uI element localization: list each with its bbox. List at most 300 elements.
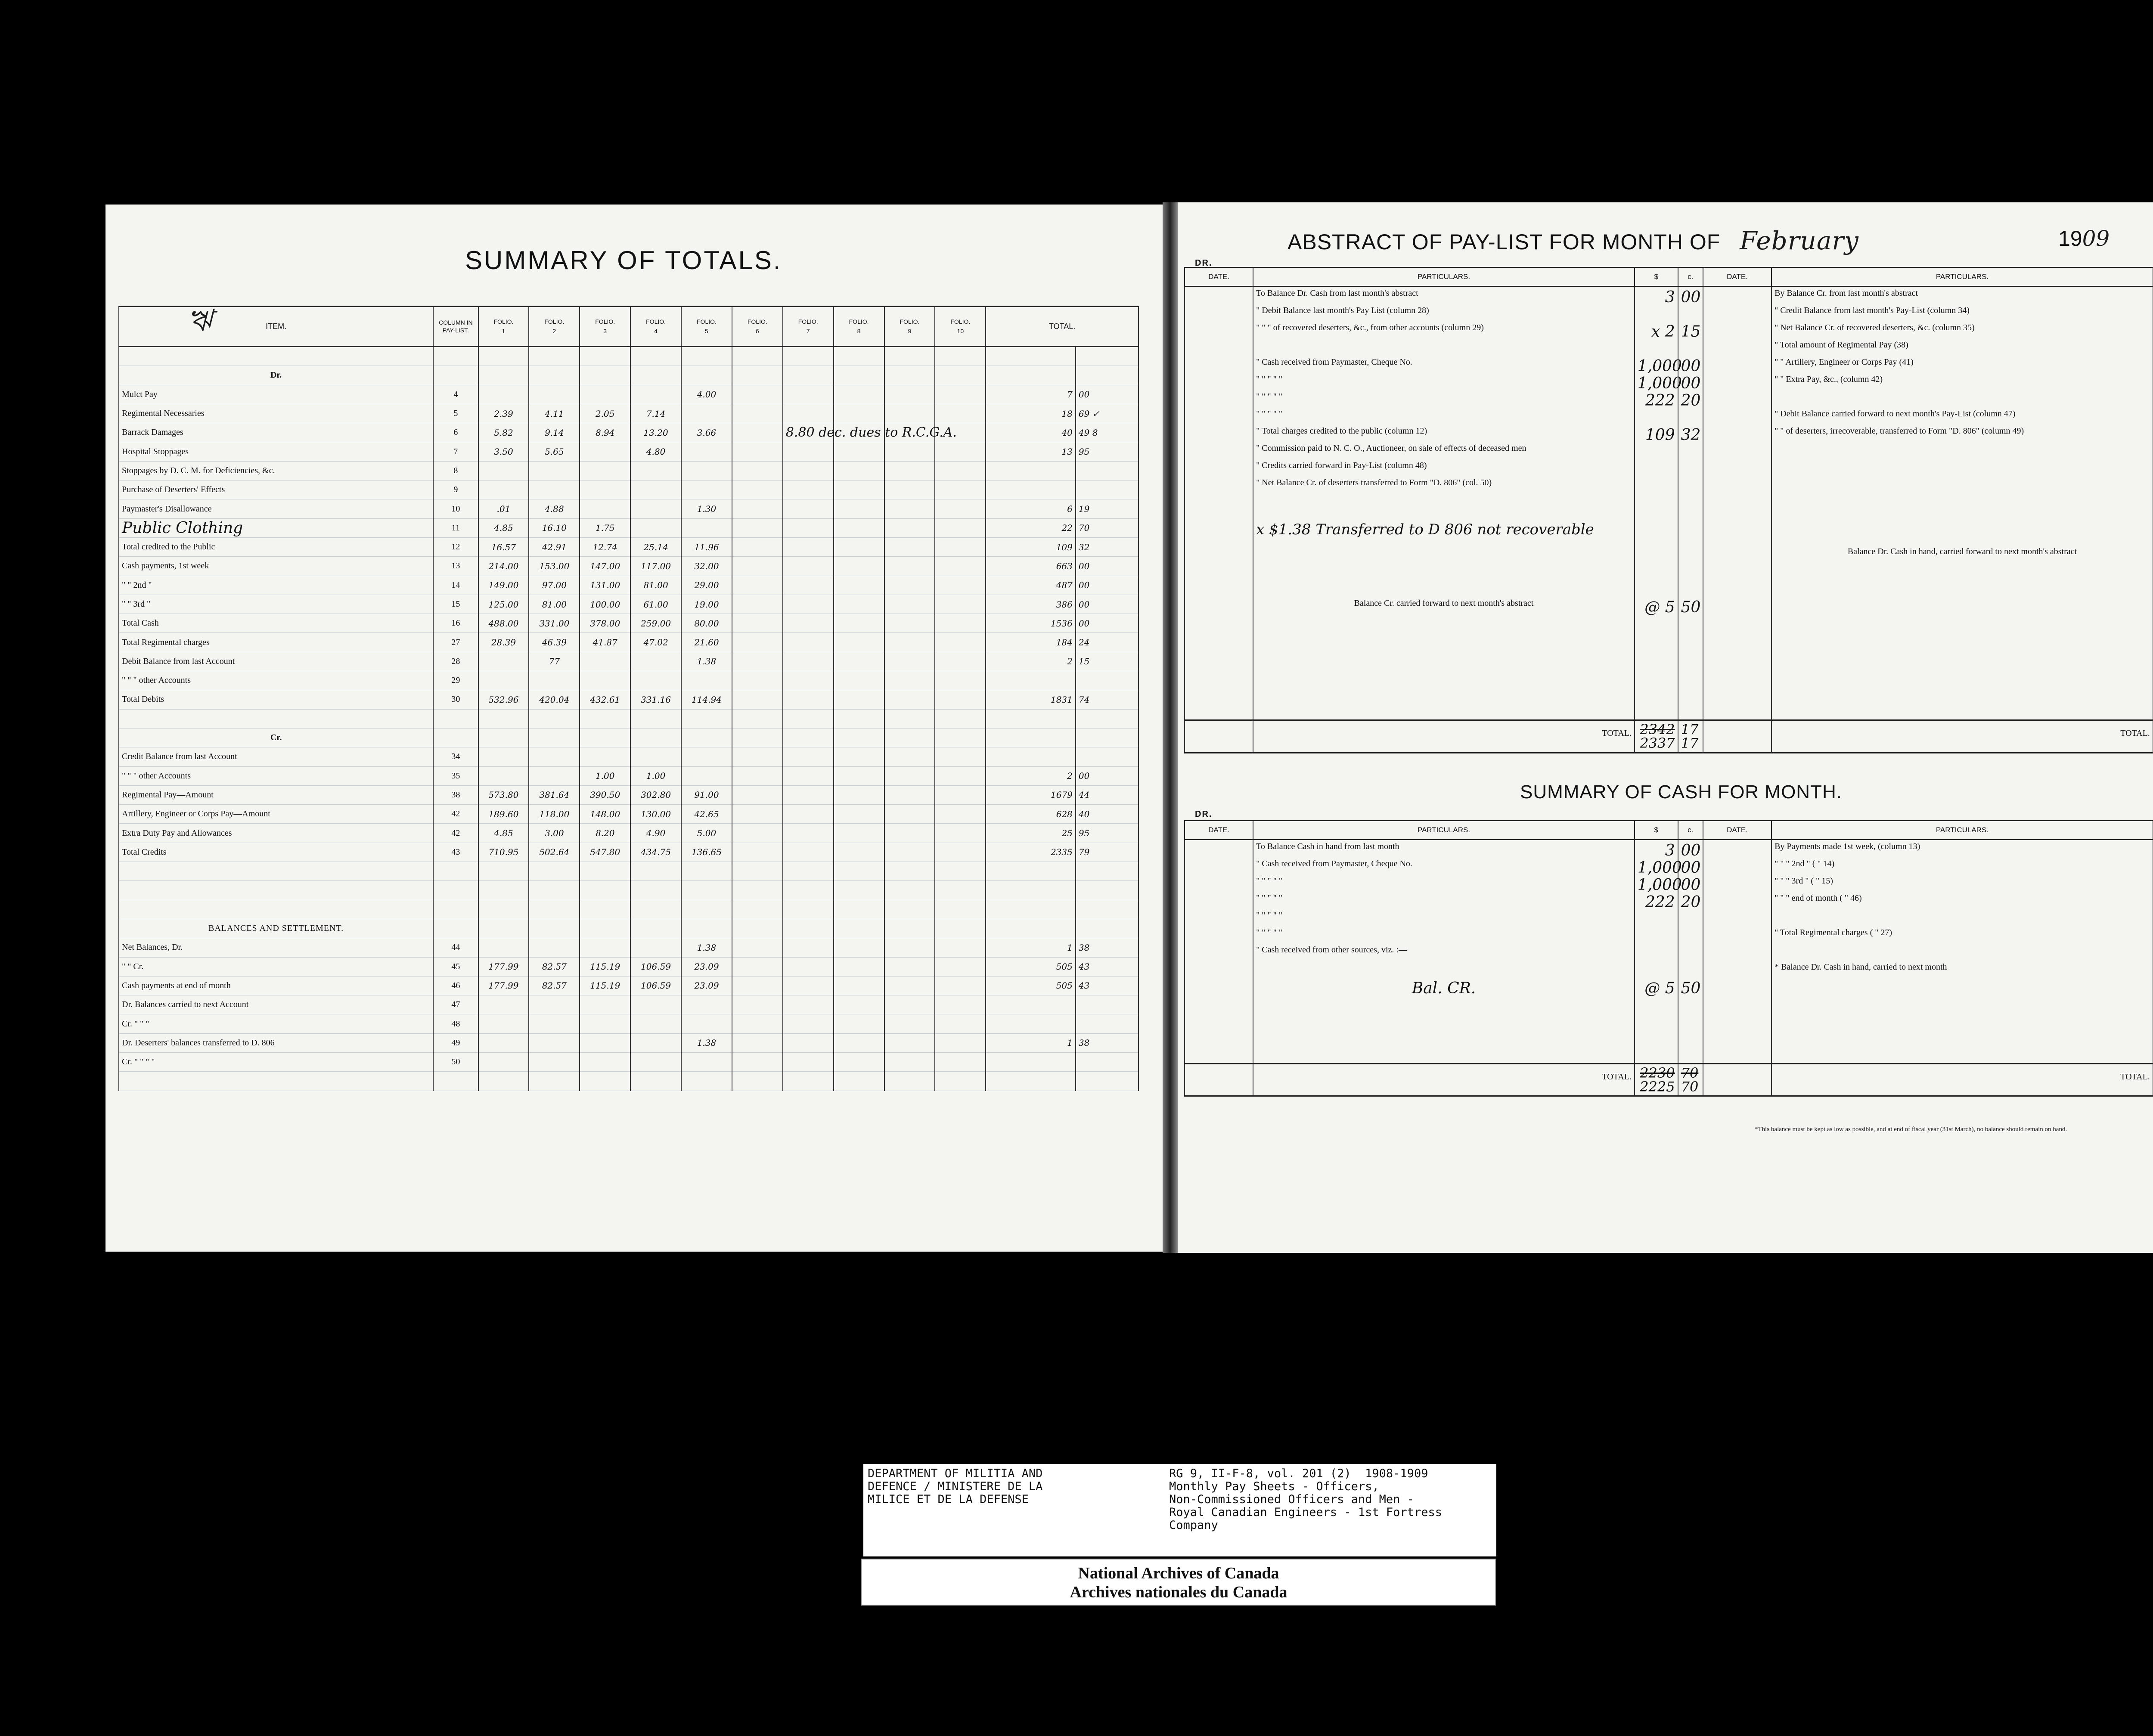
folio-value	[884, 442, 935, 461]
summary-row	[119, 518, 1139, 537]
summary-row	[119, 614, 1139, 633]
balance-cr-dollars: @ 5	[1644, 598, 1675, 616]
particulars-line: By Balance Cr. from last month's abstract	[1775, 288, 1918, 298]
folio-value	[681, 404, 732, 423]
folio-value: 82.57	[529, 976, 580, 995]
particulars-header: PARTICULARS.	[1253, 821, 1635, 840]
cash-date-right	[1703, 840, 1771, 1063]
total-dollars	[986, 461, 1076, 480]
folio-value	[935, 709, 986, 728]
total-cents: 38	[1076, 1033, 1139, 1052]
folio-value	[935, 537, 986, 556]
abstract-date-left	[1185, 286, 1253, 720]
folio-value	[884, 881, 935, 900]
dollars-value: x 2	[1651, 323, 1675, 341]
summary-row	[119, 1052, 1139, 1071]
folio-value	[884, 366, 935, 385]
folio-value	[529, 900, 580, 919]
date-header: DATE.	[1703, 267, 1771, 286]
folio-value	[884, 347, 935, 366]
summary-item: Cash payments at end of month	[119, 976, 433, 995]
total-dollars	[986, 881, 1076, 900]
folio-value: 502.64	[529, 843, 580, 862]
folio-value	[834, 747, 884, 766]
folio-value: 1.30	[681, 499, 732, 518]
folio-value: 4.85	[478, 518, 529, 537]
folio-value	[935, 595, 986, 614]
folio-value	[834, 499, 884, 518]
folio-value	[935, 347, 986, 366]
particulars-line: " " " " "	[1256, 911, 1282, 920]
total-cents: 95	[1076, 824, 1139, 843]
folio-value: 131.00	[580, 576, 630, 595]
dollars-value: 3	[1665, 288, 1675, 306]
total-cents	[1076, 995, 1139, 1014]
summary-item: Paymaster's Disallowance	[119, 499, 433, 518]
folio-value: 390.50	[580, 785, 630, 804]
total-cents	[1076, 461, 1139, 480]
folio-value	[834, 404, 884, 423]
folio-value: 42.91	[529, 537, 580, 556]
pay-list-column: 49	[433, 1033, 478, 1052]
summary-row	[119, 881, 1139, 900]
particulars-line: " " Extra Pay, &c., (column 42)	[1775, 375, 1883, 384]
folio-value: 42.65	[681, 805, 732, 824]
abstract-particulars-right	[1771, 286, 2153, 720]
year-written: 09	[2082, 226, 2110, 251]
pay-list-column: 38	[433, 785, 478, 804]
folio-header-8	[834, 307, 884, 347]
cents-value	[1681, 461, 1700, 478]
summary-item	[119, 900, 433, 919]
folio-number: 8	[857, 328, 861, 335]
particulars-line: " Credit Balance from last month's Pay-List (column 34)	[1775, 306, 1970, 315]
total-cents: 40	[1076, 805, 1139, 824]
total-cents: 38	[1076, 938, 1139, 957]
folio-value	[630, 1052, 681, 1071]
folio-value	[783, 995, 834, 1014]
dollars-value: 1,000	[1637, 375, 1682, 392]
folio-value	[834, 843, 884, 862]
folio-value	[681, 709, 732, 728]
folio-value	[834, 480, 884, 499]
folio-value	[783, 919, 834, 938]
folio-value: 28.39	[478, 633, 529, 652]
folio-value	[732, 385, 783, 404]
folio-value: 8.20	[580, 824, 630, 843]
folio-value: 434.75	[630, 843, 681, 862]
total-cents	[1076, 347, 1139, 366]
summary-row	[119, 595, 1139, 614]
folio-value	[935, 747, 986, 766]
particulars-line: " Credits carried forward in Pay-List (column 48)	[1256, 461, 1427, 470]
folio-value: 5.65	[529, 442, 580, 461]
total-dollars	[986, 709, 1076, 728]
folio-value	[580, 919, 630, 938]
folio-value	[732, 862, 783, 881]
total-dollars: 663	[986, 557, 1076, 576]
folio-value	[834, 576, 884, 595]
summary-item: Cr. " " " "	[119, 1052, 433, 1071]
cents-value	[1681, 928, 1700, 945]
pay-list-column	[433, 709, 478, 728]
folio-value: 80.00	[681, 614, 732, 633]
summary-item: " " 2nd "	[119, 576, 433, 595]
folio-value: 177.99	[478, 957, 529, 976]
folio-value: 41.87	[580, 633, 630, 652]
folio-value	[834, 1033, 884, 1052]
folio-value	[834, 518, 884, 537]
total-dollars	[986, 366, 1076, 385]
folio-value	[834, 614, 884, 633]
folio-value	[630, 366, 681, 385]
folio-header-5	[681, 307, 732, 347]
folio-value	[884, 499, 935, 518]
cents-value: 00	[1681, 876, 1701, 894]
folio-value	[783, 690, 834, 709]
particulars-line: " Total charges credited to the public (column 12)	[1256, 426, 1427, 436]
particulars-line	[1775, 392, 2150, 409]
total-cents: 79	[1076, 843, 1139, 862]
summary-row	[119, 442, 1139, 461]
dollars-value: 3	[1665, 842, 1675, 859]
footnote: *This balance must be kept as low as possible, and at end of fiscal year (31st March), no balance should remain on hand.	[1755, 1126, 2067, 1133]
folio-value	[834, 824, 884, 843]
summary-item: " " Cr.	[119, 957, 433, 976]
total-cents: 43	[1076, 976, 1139, 995]
dollars-value: 109	[1645, 426, 1675, 444]
folio-value	[834, 633, 884, 652]
total-cents: 00	[1076, 595, 1139, 614]
folio-value	[935, 499, 986, 518]
folio-value	[478, 1033, 529, 1052]
folio-value	[783, 576, 834, 595]
cents-value: 00	[1681, 842, 1701, 859]
summary-row	[119, 690, 1139, 709]
dollars-value	[1638, 461, 1675, 478]
summary-item	[119, 862, 433, 881]
total-dollars	[986, 480, 1076, 499]
folio-value	[935, 785, 986, 804]
folio-value	[681, 1052, 732, 1071]
summary-item: " " " other Accounts	[119, 766, 433, 785]
dollars-value	[1638, 340, 1675, 357]
summary-row	[119, 499, 1139, 518]
folio-value: 302.80	[630, 785, 681, 804]
pay-list-column: 4	[433, 385, 478, 404]
folio-value	[884, 1033, 935, 1052]
pay-list-column: 6	[433, 423, 478, 442]
folio-value	[935, 919, 986, 938]
folio-value: 46.39	[529, 633, 580, 652]
folio-value	[783, 347, 834, 366]
folio-value	[732, 766, 783, 785]
summary-row	[119, 404, 1139, 423]
total-dollars: 13	[986, 442, 1076, 461]
folio-value: 77	[529, 652, 580, 671]
folio-value	[783, 785, 834, 804]
folio-value: 29.00	[681, 576, 732, 595]
total-cents: 00	[1076, 576, 1139, 595]
folio-value	[935, 652, 986, 671]
particulars-line: " " " " "	[1256, 375, 1282, 384]
folio-value	[935, 881, 986, 900]
folio-value: 331.00	[529, 614, 580, 633]
folio-label: FOLIO.	[950, 318, 971, 325]
folio-value	[630, 938, 681, 957]
summary-row	[119, 461, 1139, 480]
folio-value	[884, 518, 935, 537]
folio-value	[580, 671, 630, 690]
folio-value: 81.00	[630, 576, 681, 595]
folio-value	[935, 805, 986, 824]
folio-value: 432.61	[580, 690, 630, 709]
folio-value: 153.00	[529, 557, 580, 576]
total-cents: 49 8	[1076, 423, 1139, 442]
folio-value	[732, 423, 783, 442]
folio-value	[783, 1052, 834, 1071]
dr-label: DR.	[1195, 258, 1213, 268]
dollars-value: 222	[1645, 893, 1675, 911]
summary-item: Cash payments, 1st week	[119, 557, 433, 576]
particulars-line: " Net Balance Cr. of deserters transferred to Form "D. 806" (col. 50)	[1256, 478, 1492, 487]
cash-summary-table	[1184, 820, 2153, 1097]
folio-value	[732, 900, 783, 919]
pay-list-column: 47	[433, 995, 478, 1014]
summary-row	[119, 766, 1139, 785]
folio-value	[884, 709, 935, 728]
pay-list-column: 10	[433, 499, 478, 518]
pay-list-column: 12	[433, 537, 478, 556]
folio-value	[935, 824, 986, 843]
folio-value	[783, 805, 834, 824]
folio-value	[884, 480, 935, 499]
summary-item: Total credited to the Public	[119, 537, 433, 556]
particulars-line: By Payments made 1st week, (column 13)	[1775, 842, 1920, 851]
folio-value: 1.00	[580, 766, 630, 785]
pay-list-column	[433, 347, 478, 366]
folio-value	[529, 1014, 580, 1033]
folio-value	[884, 957, 935, 976]
folio-value: 118.00	[529, 805, 580, 824]
folio-value	[783, 766, 834, 785]
folio-value	[630, 709, 681, 728]
folio-value	[935, 385, 986, 404]
folio-value	[529, 728, 580, 747]
folio-value	[884, 652, 935, 671]
folio-value	[681, 766, 732, 785]
folio-value	[783, 614, 834, 633]
pay-list-column: 44	[433, 938, 478, 957]
folio-value	[580, 728, 630, 747]
summary-row	[119, 423, 1139, 442]
pay-list-column: 43	[433, 843, 478, 862]
folio-value	[935, 366, 986, 385]
folio-value	[783, 1072, 834, 1091]
folio-value: 115.19	[580, 957, 630, 976]
folio-value: 106.59	[630, 957, 681, 976]
particulars-line: " " " " "	[1256, 392, 1282, 401]
folio-value	[732, 461, 783, 480]
folio-value	[834, 366, 884, 385]
total-cents	[1076, 1014, 1139, 1033]
cash-dollars-left	[1635, 840, 1682, 1063]
total-cents: 43	[1076, 957, 1139, 976]
summary-item: Purchase of Deserters' Effects	[119, 480, 433, 499]
folio-value	[935, 1014, 986, 1033]
folio-value	[580, 1072, 630, 1091]
folio-value	[783, 843, 834, 862]
folio-value	[935, 442, 986, 461]
folio-value	[935, 728, 986, 747]
date-header: DATE.	[1185, 267, 1253, 286]
particulars-line: " " " 3rd " ( " 15)	[1775, 876, 1833, 886]
folio-value	[580, 385, 630, 404]
particulars-line: * Balance Dr. Cash in hand, carried to next month	[1775, 962, 1947, 972]
folio-value: 136.65	[681, 843, 732, 862]
particulars-line: " Total amount of Regimental Pay (38)	[1775, 340, 1908, 350]
folio-value: 4.80	[630, 442, 681, 461]
dollars-header: $	[1635, 821, 1678, 840]
folio-value	[681, 442, 732, 461]
folio-value: 331.16	[630, 690, 681, 709]
folio-value	[580, 709, 630, 728]
folio-value: 381.64	[529, 785, 580, 804]
folio-value: 149.00	[478, 576, 529, 595]
folio-value	[783, 938, 834, 957]
folio-value	[834, 976, 884, 995]
month-value: February	[1740, 226, 1859, 255]
folio-value	[478, 728, 529, 747]
summary-item: " " " other Accounts	[119, 671, 433, 690]
summary-row	[119, 576, 1139, 595]
folio-label: FOLIO.	[544, 318, 565, 325]
folio-value: 1.38	[681, 1033, 732, 1052]
total-dollars: 40	[986, 423, 1076, 442]
pay-list-column: 46	[433, 976, 478, 995]
total-header: TOTAL.	[986, 307, 1139, 347]
summary-row	[119, 709, 1139, 728]
folio-value: 259.00	[630, 614, 681, 633]
total-cents	[1076, 862, 1139, 881]
folio-value: 61.00	[630, 595, 681, 614]
folio-value: 16.10	[529, 518, 580, 537]
folio-value	[529, 919, 580, 938]
summary-header-row	[119, 307, 1139, 347]
folio-value	[783, 1033, 834, 1052]
folio-value	[783, 385, 834, 404]
folio-value	[834, 805, 884, 824]
folio-value: 177.99	[478, 976, 529, 995]
folio-value	[478, 881, 529, 900]
folio-value	[529, 366, 580, 385]
abstract-total-dollars-left: 2342 2337	[1635, 720, 1678, 753]
folio-value: 420.04	[529, 690, 580, 709]
folio-value	[732, 805, 783, 824]
summary-item: Regimental Pay—Amount	[119, 785, 433, 804]
abstract-total-label-left: TOTAL.	[1253, 720, 1635, 753]
folio-value: 130.00	[630, 805, 681, 824]
pay-list-column: 42	[433, 824, 478, 843]
folio-value	[884, 537, 935, 556]
folio-value	[884, 785, 935, 804]
folio-value	[935, 1033, 986, 1052]
particulars-line: " Debit Balance carried forward to next month's Pay-List (column 47)	[1775, 409, 2016, 418]
particulars-header: PARTICULARS.	[1253, 267, 1635, 286]
folio-value	[529, 671, 580, 690]
folio-header-10	[935, 307, 986, 347]
folio-value: 23.09	[681, 957, 732, 976]
folio-value	[681, 1014, 732, 1033]
total-cents	[1076, 366, 1139, 385]
folio-value	[630, 881, 681, 900]
folio-value	[732, 347, 783, 366]
folio-value	[732, 976, 783, 995]
folio-value: 710.95	[478, 843, 529, 862]
folio-value	[884, 824, 935, 843]
cash-total-label-right: TOTAL.	[1771, 1063, 2153, 1096]
summary-row	[119, 995, 1139, 1014]
pay-list-column: 11	[433, 518, 478, 537]
particulars-line: " Cash received from Paymaster, Cheque No.	[1256, 357, 1412, 367]
date-header: DATE.	[1703, 821, 1771, 840]
summary-item	[119, 709, 433, 728]
folio-value: 147.00	[580, 557, 630, 576]
summary-item: BALANCES AND SETTLEMENT.	[119, 919, 433, 938]
pay-list-column	[433, 366, 478, 385]
folio-header-4	[630, 307, 681, 347]
folio-number: 4	[654, 328, 658, 335]
folio-number: 7	[806, 328, 810, 335]
folio-value	[732, 614, 783, 633]
folio-value	[580, 747, 630, 766]
pay-list-column: 13	[433, 557, 478, 576]
folio-number: 3	[603, 328, 607, 335]
folio-value	[529, 347, 580, 366]
cents-value	[1681, 911, 1700, 928]
folio-value	[580, 995, 630, 1014]
folio-value: 1.38	[681, 938, 732, 957]
total-cents: 44	[1076, 785, 1139, 804]
archive-name-en: National Archives of Canada	[1078, 1564, 1279, 1582]
folio-value	[580, 1014, 630, 1033]
total-cents	[1076, 671, 1139, 690]
folio-value	[834, 1072, 884, 1091]
folio-value	[580, 480, 630, 499]
total-dollars	[986, 1072, 1076, 1091]
cash-cents-left	[1678, 840, 1703, 1063]
abstract-particulars-left	[1253, 286, 1635, 720]
folio-value: 97.00	[529, 576, 580, 595]
summary-item: Total Debits	[119, 690, 433, 709]
folio-number: 2	[552, 328, 556, 335]
summary-row	[119, 747, 1139, 766]
folio-value	[681, 995, 732, 1014]
summary-item: Cr. " " "	[119, 1014, 433, 1033]
corner-mark: ঋ	[187, 303, 212, 338]
summary-item: Artillery, Engineer or Corps Pay—Amount	[119, 805, 433, 824]
total-dollars: 1679	[986, 785, 1076, 804]
total-cents: 70	[1076, 518, 1139, 537]
folio-value	[478, 671, 529, 690]
book-spine	[1163, 202, 1178, 1253]
folio-label: FOLIO.	[849, 318, 869, 325]
folio-value	[732, 919, 783, 938]
folio-value	[935, 862, 986, 881]
total-cents	[1076, 900, 1139, 919]
total-dollars	[986, 1014, 1076, 1033]
pay-list-column: 14	[433, 576, 478, 595]
